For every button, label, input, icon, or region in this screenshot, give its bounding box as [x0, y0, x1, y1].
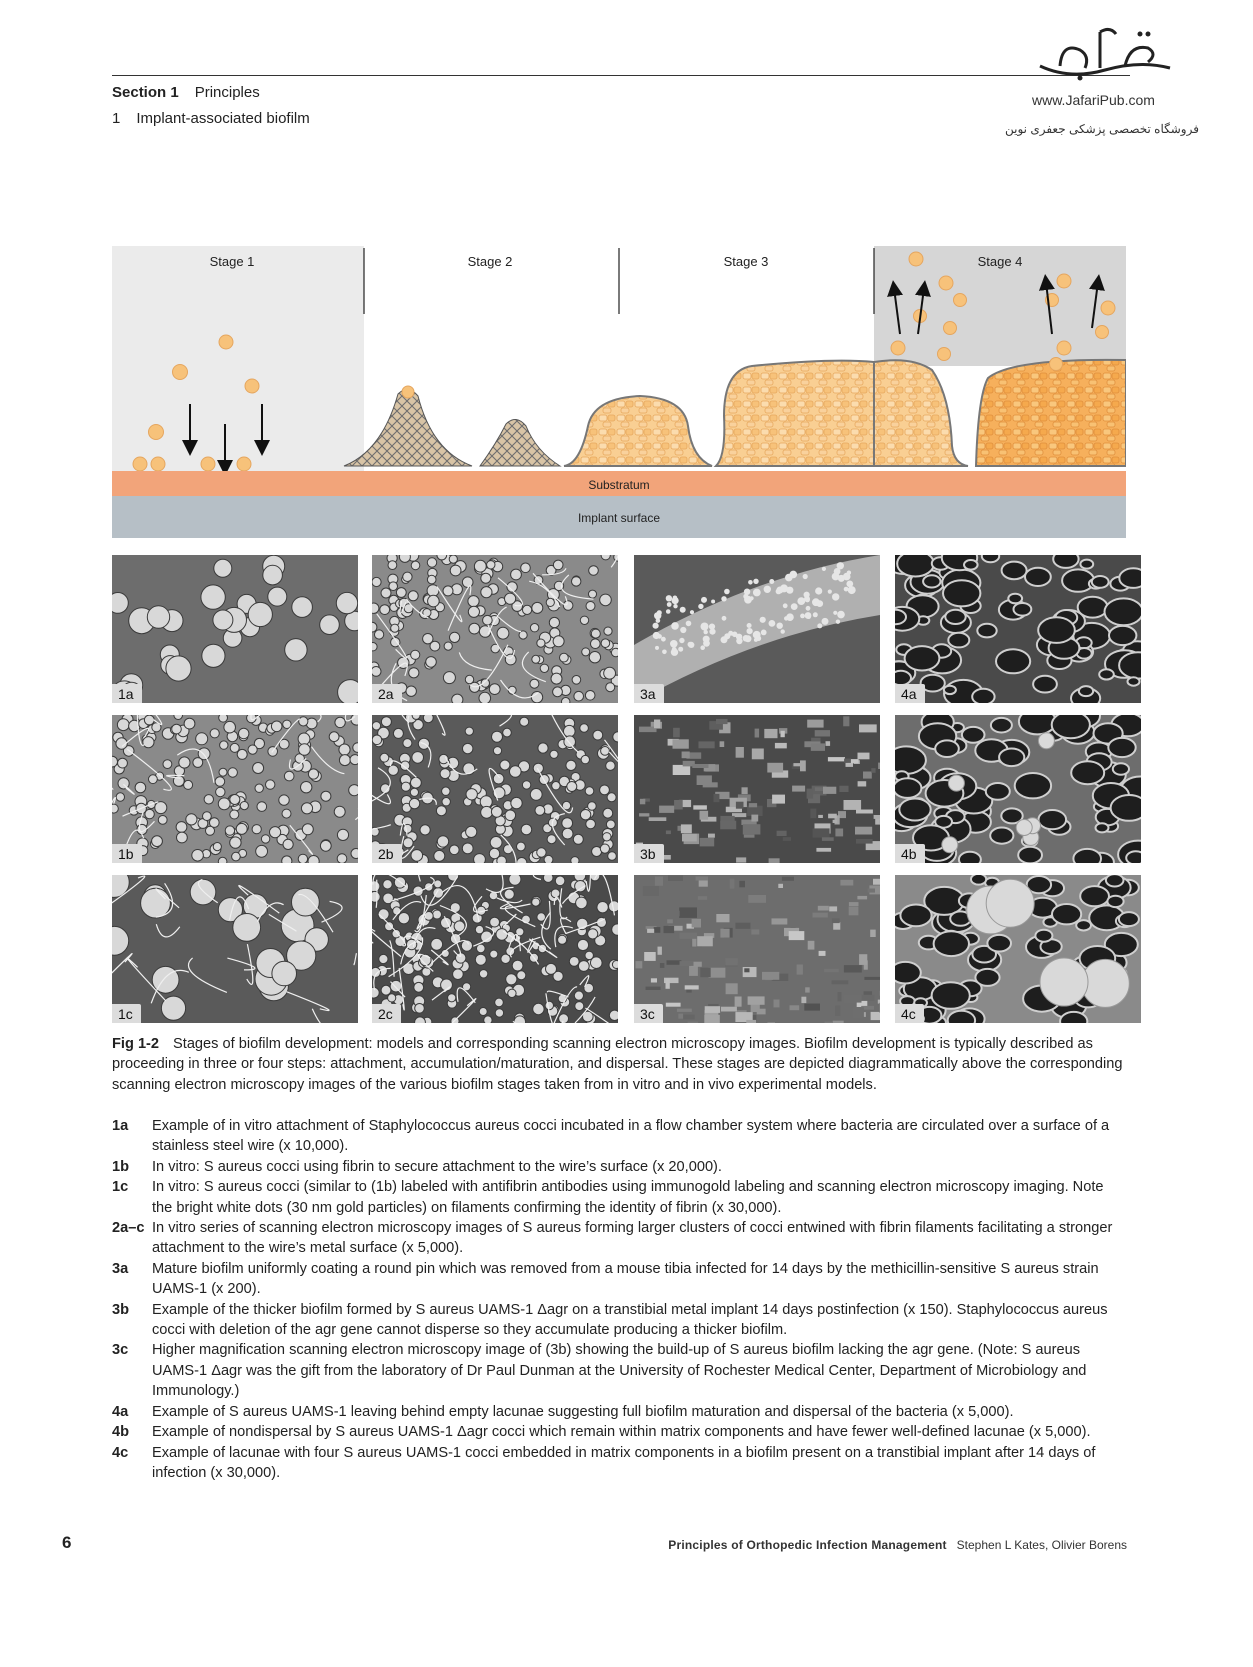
stage-1-label: Stage 1 — [209, 254, 255, 269]
micrograph-label: 4a — [895, 684, 925, 703]
micrograph-image-icon — [372, 875, 618, 1023]
micrograph-image-icon — [634, 875, 880, 1023]
caption-item-key: 1c — [112, 1179, 129, 1196]
section-label: Section 1 — [112, 84, 179, 101]
micrograph-image-icon — [112, 715, 358, 863]
figure-label: Fig 1-2 — [112, 1036, 160, 1052]
micrograph-3c — [634, 875, 880, 1023]
figure-caption — [112, 1034, 1126, 1095]
caption-item-text: Example of nondispersal by S aureus UAMS-1 Δagr cocci which remain within matrix components and have fewer well-defined lacunae (x 5,000). — [152, 1424, 1091, 1441]
caption-item-key: 3a — [112, 1260, 129, 1277]
caption-item-text: Example of in vitro attachment of Staphylococcus aureus cocci incubated in a flow chamber system where bacteria are circulated over a surface of a stainless steel wire (x 10,000). — [152, 1118, 1110, 1155]
stage3-biofilm-large — [716, 361, 874, 466]
micrograph-2b — [372, 715, 618, 863]
micrograph-label: 1c — [112, 1004, 141, 1023]
caption-item-text: In vitro series of scanning electron microscopy images of S aureus forming larger clusters of cocci entwined with fibrin filaments facilitating a stronger attachment to the wire’s metal surface (x 5,000). — [152, 1220, 1113, 1257]
micrograph-label: 2b — [372, 844, 402, 863]
running-header-chapter — [112, 110, 310, 127]
implant-surface-label: Implant surface — [577, 511, 661, 525]
caption-item-key: 3c — [112, 1342, 129, 1359]
caption-item — [112, 1340, 1126, 1401]
micrograph-label: 4b — [895, 844, 925, 863]
header-rule — [112, 75, 1130, 76]
figure-caption-text: Stages of biofilm development: models and corresponding scanning electron microscopy images. Biofilm development is typically described as proceeding in three or four steps: attachment, accumulation/maturation, and dispersal. These stages are depicted diagrammatically above the corresponding scanning electron microscopy images of the various biofilm stages taken from in vitro and in vivo experimental models. — [112, 1036, 1123, 1093]
chapter-number: 1 — [112, 110, 121, 127]
chapter-title: Implant-associated biofilm — [136, 110, 310, 127]
publisher-url: www.JafariPub.com — [1032, 92, 1155, 108]
caption-item-text: In vitro: S aureus cocci using fibrin to secure attachment to the wire’s surface (x 20,000). — [152, 1158, 722, 1175]
stage4-biofilm-left — [874, 360, 968, 466]
caption-item-text: Mature biofilm uniformly coating a round pin which was removed from a mouse tibia infected for 14 days by the methicillin-sensitive S aureus strain UAMS-1 (x 200). — [152, 1260, 1099, 1298]
micrograph-label: 2a — [372, 684, 402, 703]
publisher-subtitle: فروشگاه تخصصی پزشکی جعفری نوین — [1005, 122, 1199, 136]
caption-item — [112, 1157, 1126, 1177]
caption-item-text: Example of the thicker biofilm formed by S aureus UAMS-1 Δagr on a transtibial metal implant 14 days postinfection (x 150). Staphylococcus aureus cocci with deletion of the agr gene cannot disperse so they accumulate producing a thicker biofilm. — [152, 1301, 1108, 1339]
caption-item-key: 4b — [112, 1424, 130, 1441]
micrograph-image-icon — [895, 715, 1141, 863]
micrograph-label: 3a — [634, 684, 664, 703]
stage3-biofilm-small — [564, 396, 712, 466]
caption-item-text: Example of lacunae with four S aureus UAMS-1 cocci embedded in matrix components in a biofilm present on a transtibial implant after 14 days of infection (x 30,000). — [152, 1444, 1096, 1481]
micrograph-image-icon — [634, 555, 880, 703]
running-footer — [668, 1538, 1127, 1552]
caption-item — [112, 1422, 1126, 1442]
caption-item-text: Higher magnification scanning electron microscopy image of (3b) showing the build-up of S aureus biofilm lacking the agr gene. (Note: S aureus UAMS-1 Δagr was the gift from the laboratory of Dr Paul Dunman at the University of Rochester Medical Center, Department of Microbiology and Immunology.) — [152, 1342, 1087, 1400]
page-number: 6 — [62, 1533, 72, 1552]
micrograph-image-icon — [895, 875, 1141, 1023]
micrograph-label: 1a — [112, 684, 142, 703]
stage4-biofilm-right — [976, 360, 1126, 466]
caption-item-text: Example of S aureus UAMS-1 leaving behind empty lacunae suggesting full biofilm maturation and dispersal of the bacteria (x 5,000). — [152, 1403, 1014, 1420]
caption-item-key: 3b — [112, 1301, 130, 1318]
micrograph-4b — [895, 715, 1141, 863]
stage-3-label: Stage 3 — [723, 254, 769, 269]
caption-item-key: 1a — [112, 1118, 129, 1134]
caption-item-key: 2a–c — [112, 1220, 145, 1237]
micrograph-3a — [634, 555, 880, 703]
micrograph-1c — [112, 875, 358, 1023]
micrograph-image-icon — [372, 715, 618, 863]
caption-item — [112, 1443, 1126, 1484]
micrograph-image-icon — [372, 555, 618, 703]
caption-item — [112, 1116, 1126, 1157]
caption-item — [112, 1177, 1126, 1218]
running-header-section — [112, 84, 260, 101]
micrograph-2c — [372, 875, 618, 1023]
micrograph-image-icon — [112, 875, 358, 1023]
micrograph-label: 4c — [895, 1004, 924, 1023]
micrograph-1b — [112, 715, 358, 863]
caption-item — [112, 1402, 1126, 1422]
biofilm-stages-diagram — [112, 246, 1126, 538]
micrograph-image-icon — [895, 555, 1141, 703]
book-title: Principles of Orthopedic Infection Management — [668, 1538, 947, 1552]
publisher-logo-icon — [1030, 22, 1180, 84]
substratum-label: Substratum — [588, 478, 650, 492]
micrograph-label: 3c — [634, 1004, 663, 1023]
book-authors: Stephen L Kates, Olivier Borens — [956, 1538, 1127, 1552]
caption-item — [112, 1259, 1126, 1300]
micrograph-image-icon — [112, 555, 358, 703]
section-title: Principles — [194, 84, 260, 101]
micrograph-label: 3b — [634, 844, 664, 863]
stage2-mound-2 — [480, 419, 560, 466]
micrograph-4c — [895, 875, 1141, 1023]
caption-item-text: In vitro: S aureus cocci (similar to (1b) labeled with antifibrin antibodies using immunogold labeling and scanning electron microscopy imaging. Note the bright white dots (30 nm gold particles) on filaments confirming the identity of fibrin (x 30,000). — [152, 1179, 1104, 1216]
caption-item — [112, 1300, 1126, 1341]
stage-4-label: Stage 4 — [977, 254, 1023, 269]
micrograph-3b — [634, 715, 880, 863]
caption-item-key: 1b — [112, 1158, 130, 1175]
micrograph-2a — [372, 555, 618, 703]
caption-item — [112, 1218, 1126, 1259]
micrograph-image-icon — [634, 715, 880, 863]
micrograph-label: 2c — [372, 1004, 401, 1023]
caption-item-key: 4a — [112, 1403, 129, 1420]
caption-items — [112, 1116, 1126, 1483]
stage1-background — [112, 246, 364, 471]
micrograph-label: 1b — [112, 844, 142, 863]
micrograph-1a — [112, 555, 358, 703]
micrograph-4a — [895, 555, 1141, 703]
caption-item-key: 4c — [112, 1444, 129, 1461]
stage-2-label: Stage 2 — [467, 254, 513, 269]
